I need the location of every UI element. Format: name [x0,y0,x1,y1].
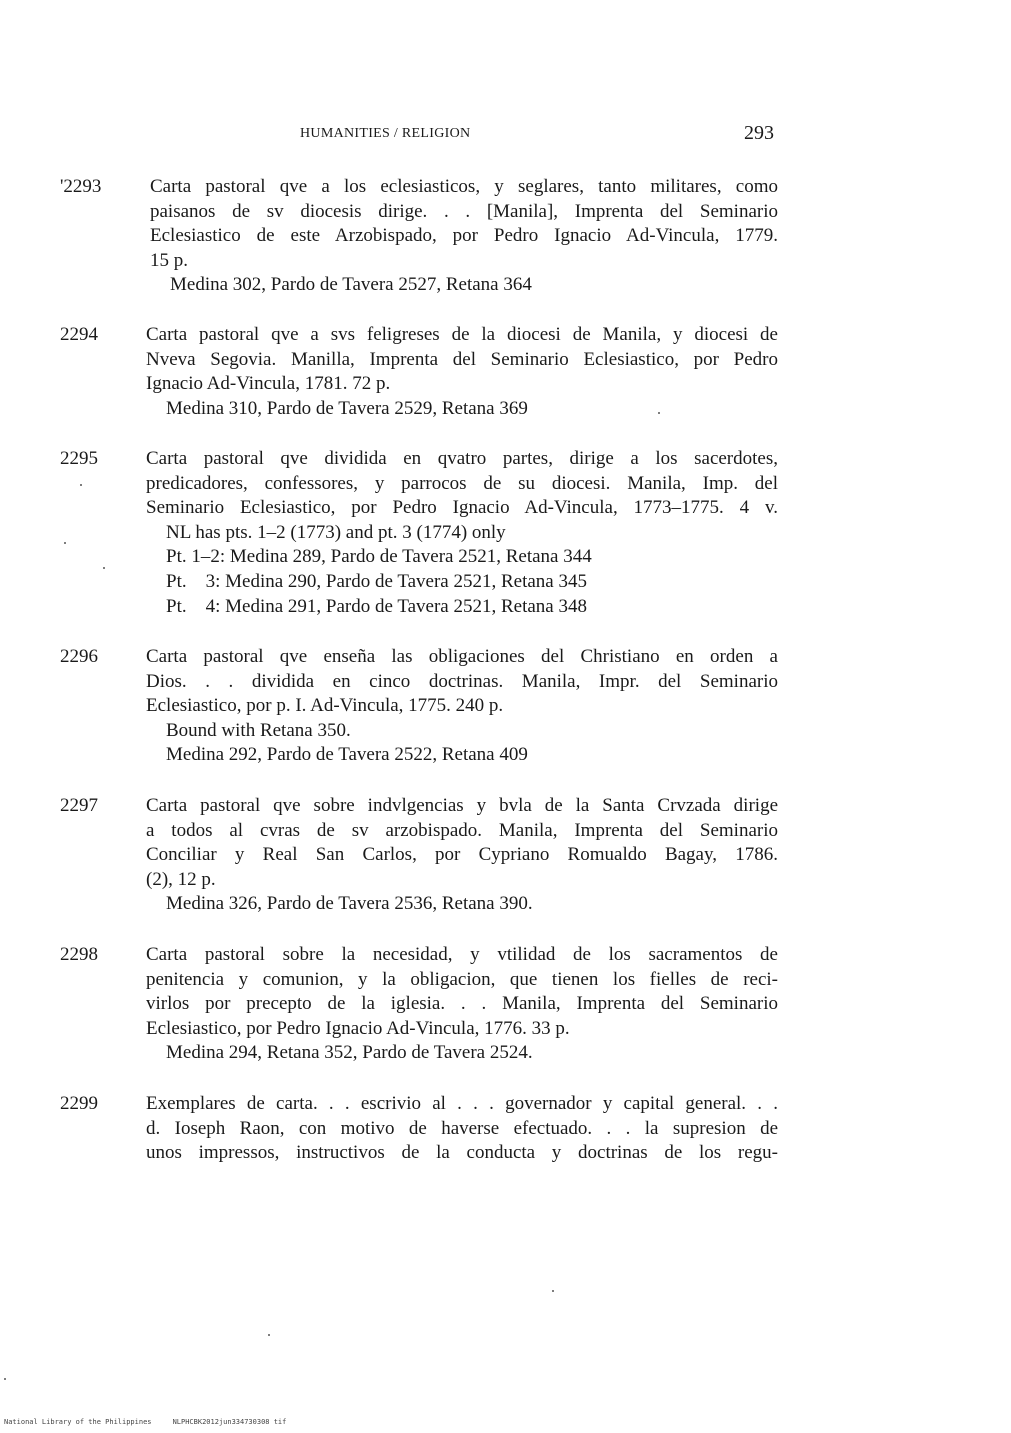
entry-body [146,645,778,768]
entry-body [146,1092,778,1166]
entry-line: predicadores, confessores, y parrocos de su diocesi. Manila, Imp. del [146,472,778,494]
entry-line: Dios. . . dividida en cinco doctrinas. Manila, Impr. del Seminario [146,670,778,692]
scan-speck [103,567,105,569]
entry-body [150,175,778,298]
entry-line: Carta pastoral qve sobre indvlgencias y bvla de la Santa Crvzada dirige [146,795,778,816]
entry-number: '2293 [60,176,102,197]
entry-note: Medina 326, Pardo de Tavera 2536, Retana 390. [166,893,533,915]
entry-note: Medina 302, Pardo de Tavera 2527, Retana 364 [170,274,532,296]
entry-note: Medina 292, Pardo de Tavera 2522, Retana 409 [166,744,528,766]
entry-note: Medina 294, Retana 352, Pardo de Tavera 2524. [166,1042,533,1064]
entry-line: Ignacio Ad-Vincula, 1781. 72 p. [146,373,391,395]
entry-line: penitencia y comunion, y la obligacion, que tienen los fielles de reci- [146,968,778,990]
scan-speck [268,1334,270,1336]
entry-body [146,943,778,1066]
entry-line: (2), 12 p. [146,868,216,890]
scan-speck [4,1378,6,1380]
entry-number: 2299 [60,1093,98,1114]
entry-body [146,323,778,421]
entry-line: Carta pastoral qve a svs feligreses de la diocesi de Manila, y diocesi de [146,324,778,345]
entry-line: virlos por precepto de la iglesia. . . Manila, Imprenta del Seminario [146,993,778,1015]
scan-speck [658,412,660,414]
entry-body [146,794,778,917]
entry-line: Carta pastoral qve enseña las obligaciones del Christiano en orden a [146,646,778,667]
entry-number: 2295 [60,448,98,469]
scan-caption: National Library of the Philippines NLPHCBK2012jun334730308 tif [4,1418,287,1426]
entry-line: unos impressos, instructivos de la conducta y doctrinas de los regu- [146,1142,778,1164]
entry-line: Conciliar y Real San Carlos, por Cypriano Romualdo Bagay, 1786. [146,844,778,866]
entry-line: d. Ioseph Raon, con motivo de haverse efectuado. . . la supresion de [146,1117,778,1139]
entry-line: Carta pastoral qve dividida en qvatro partes, dirige a los sacerdotes, [146,448,778,469]
entry-line: 15 p. [150,249,188,271]
entry-number: 2297 [60,795,98,816]
entry-body [146,447,778,619]
entry-note: NL has pts. 1–2 (1773) and pt. 3 (1774) only [166,521,506,543]
scan-speck [552,1290,554,1292]
entry-line: Eclesiastico, por Pedro Ignacio Ad-Vincula, 1776. 33 p. [146,1017,570,1039]
entry-number: 2294 [60,324,98,345]
entry-line: a todos al cvras de sv arzobispado. Manila, Imprenta del Seminario [146,819,778,841]
scan-speck [64,542,66,544]
entry-line: Carta pastoral qve a los eclesiasticos, y seglares, tanto militares, como [150,176,778,197]
entry-line: Carta pastoral sobre la necesidad, y vtilidad de los sacramentos de [146,944,778,965]
entry-note: Pt. 1–2: Medina 289, Pardo de Tavera 2521, Retana 344 [166,546,592,568]
entry-line: Exemplares de carta. . . escrivio al . . . governador y capital general. . . [146,1093,778,1114]
entry-number: 2296 [60,646,98,667]
running-head: HUMANITIES / RELIGION [300,126,471,141]
scan-speck [80,484,82,486]
page-number: 293 [744,122,774,144]
entry-line: paisanos de sv diocesis dirige. . . [Manila], Imprenta del Seminario [150,200,778,222]
entry-note: Medina 310, Pardo de Tavera 2529, Retana 369 [166,397,528,419]
entry-line: Seminario Eclesiastico, por Pedro Ignacio Ad-Vincula, 1773–1775. 4 v. [146,497,778,519]
entry-line: Eclesiastico de este Arzobispado, por Pedro Ignacio Ad-Vincula, 1779. [150,225,778,247]
entry-number: 2298 [60,944,98,965]
entry-note: Pt. 3: Medina 290, Pardo de Tavera 2521, Retana 345 [166,570,587,592]
entry-line: Nveva Segovia. Manilla, Imprenta del Seminario Eclesiastico, por Pedro [146,348,778,370]
entry-note: Bound with Retana 350. [166,719,351,741]
entry-line: Eclesiastico, por p. I. Ad-Vincula, 1775. 240 p. [146,695,504,717]
entry-note: Pt. 4: Medina 291, Pardo de Tavera 2521, Retana 348 [166,595,587,617]
